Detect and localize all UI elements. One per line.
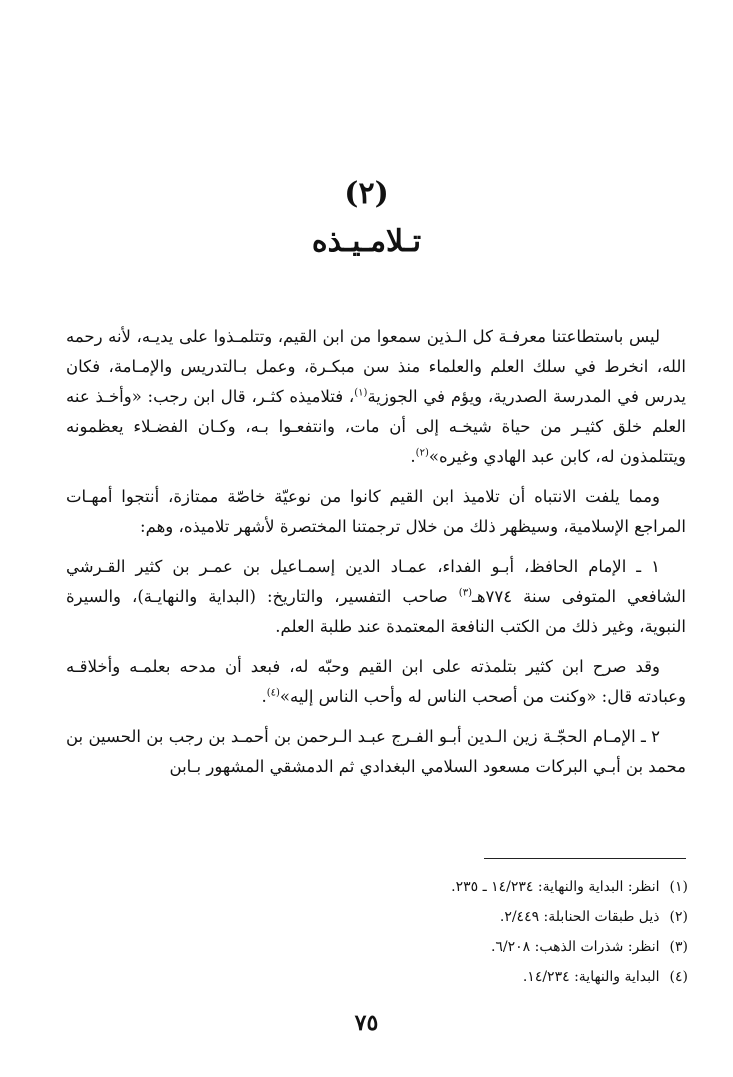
footnote-text: ذيل طبقات الحنابلة: ٢/٤٤٩. (499, 909, 660, 925)
chapter-title: تـلامـيـذه (311, 224, 422, 259)
footnote-text: انظر: شذرات الذهب: ٦/٢٠٨. (490, 939, 660, 955)
paragraph-intro (66, 322, 686, 472)
footnote-text: البداية والنهاية: ١٤/٢٣٤. (522, 969, 660, 985)
footnote-text: انظر: البداية والنهاية: ١٤/٢٣٤ ـ ٢٣٥. (451, 879, 660, 895)
main-text (66, 322, 686, 792)
footnote-number: (٤) (669, 969, 688, 985)
paragraph-text: . (261, 687, 267, 706)
paragraph-text: ، فتلاميذه كثـر، قال ابن رجب: «وأخـذ عنه العلم خلق كثيـر من حياة شيخـه إلى أن مات، وانتفعـوا بـه، وكـان الفضـلاء يعظمونه ويتتلمذون له، كابن عبد الهادي وغيره» (66, 387, 686, 466)
footnote-number: (١) (669, 879, 688, 895)
paragraph-text: ليس باستطاعتنا معرفـة كل الـذين سمعوا من ابن القيم، وتتلمـذوا على يديـه، لأنه رحمه الله، انخرط في سلك العلم والعلماء منذ سن مبكـرة، وعمل بـالتدريس والإمـامة، فكان يدرس في المدرسة الصدرية، ويؤم في الجوزية (66, 327, 686, 406)
footnote-item (66, 872, 688, 902)
paragraph-ibn-rajab: ٢ ـ الإمـام الحجّـة زين الـدين أبـو الفـرج عبـد الـرحمن بن أحمـد بن رجب بن الحسين بن محمد بن أبـي البركات مسعود السلامي البغدادي ثم الدمشقي المشهور بـابن (66, 727, 686, 776)
chapter-number: (٢) (344, 176, 389, 211)
paragraph-text: صاحب التفسير، والتاريخ: (البداية والنهايـة)، والسيرة النبوية، وغير ذلك من الكتب النافعة المعتمدة عند طلبة العلم. (66, 587, 686, 636)
paragraph-ibn-kathir (66, 552, 686, 642)
paragraph-ibn-kathir-praise (66, 652, 686, 712)
paragraph-students-quality: ومما يلفت الانتباه أن تلاميذ ابن القيم كانوا من نوعيّة خاصّة ممتازة، أنتجوا أمهـات المراجع الإسلامية، وسيظهر ذلك من خلال ترجمتنا المختصرة لأشهر تلاميذه، وهم: (66, 487, 686, 536)
footnotes (66, 872, 688, 992)
footnote-divider (484, 858, 686, 859)
paragraph-text: ١ ـ الإمام الحافظ، أبـو الفداء، عمـاد الدين إسمـاعيل بن عمـر بن كثير القـرشي الشافعي المتوفى سنة ٧٧٤هـ (66, 557, 687, 606)
footnote-item (66, 962, 688, 992)
paragraph-text: وقد صرح ابن كثير بتلمذته على ابن القيم وحبّه له، فبعد أن مدحه بعلمـه وأخلاقـه وعبادته قال: «وكنت من أصحب الناس له وأحب الناس إليه» (66, 657, 686, 706)
footnote-ref-4: (٤) (266, 687, 280, 699)
footnote-number: (٢) (669, 909, 688, 925)
footnote-ref-3: (٣) (458, 587, 472, 599)
footnote-number: (٣) (669, 939, 688, 955)
paragraph-text: . (410, 447, 416, 466)
page-number: ٧٥ (354, 1010, 379, 1036)
footnote-item (66, 932, 688, 962)
footnote-ref-2: (٢) (415, 447, 429, 459)
footnote-ref-1: (١) (354, 387, 368, 399)
footnote-item (66, 902, 688, 932)
